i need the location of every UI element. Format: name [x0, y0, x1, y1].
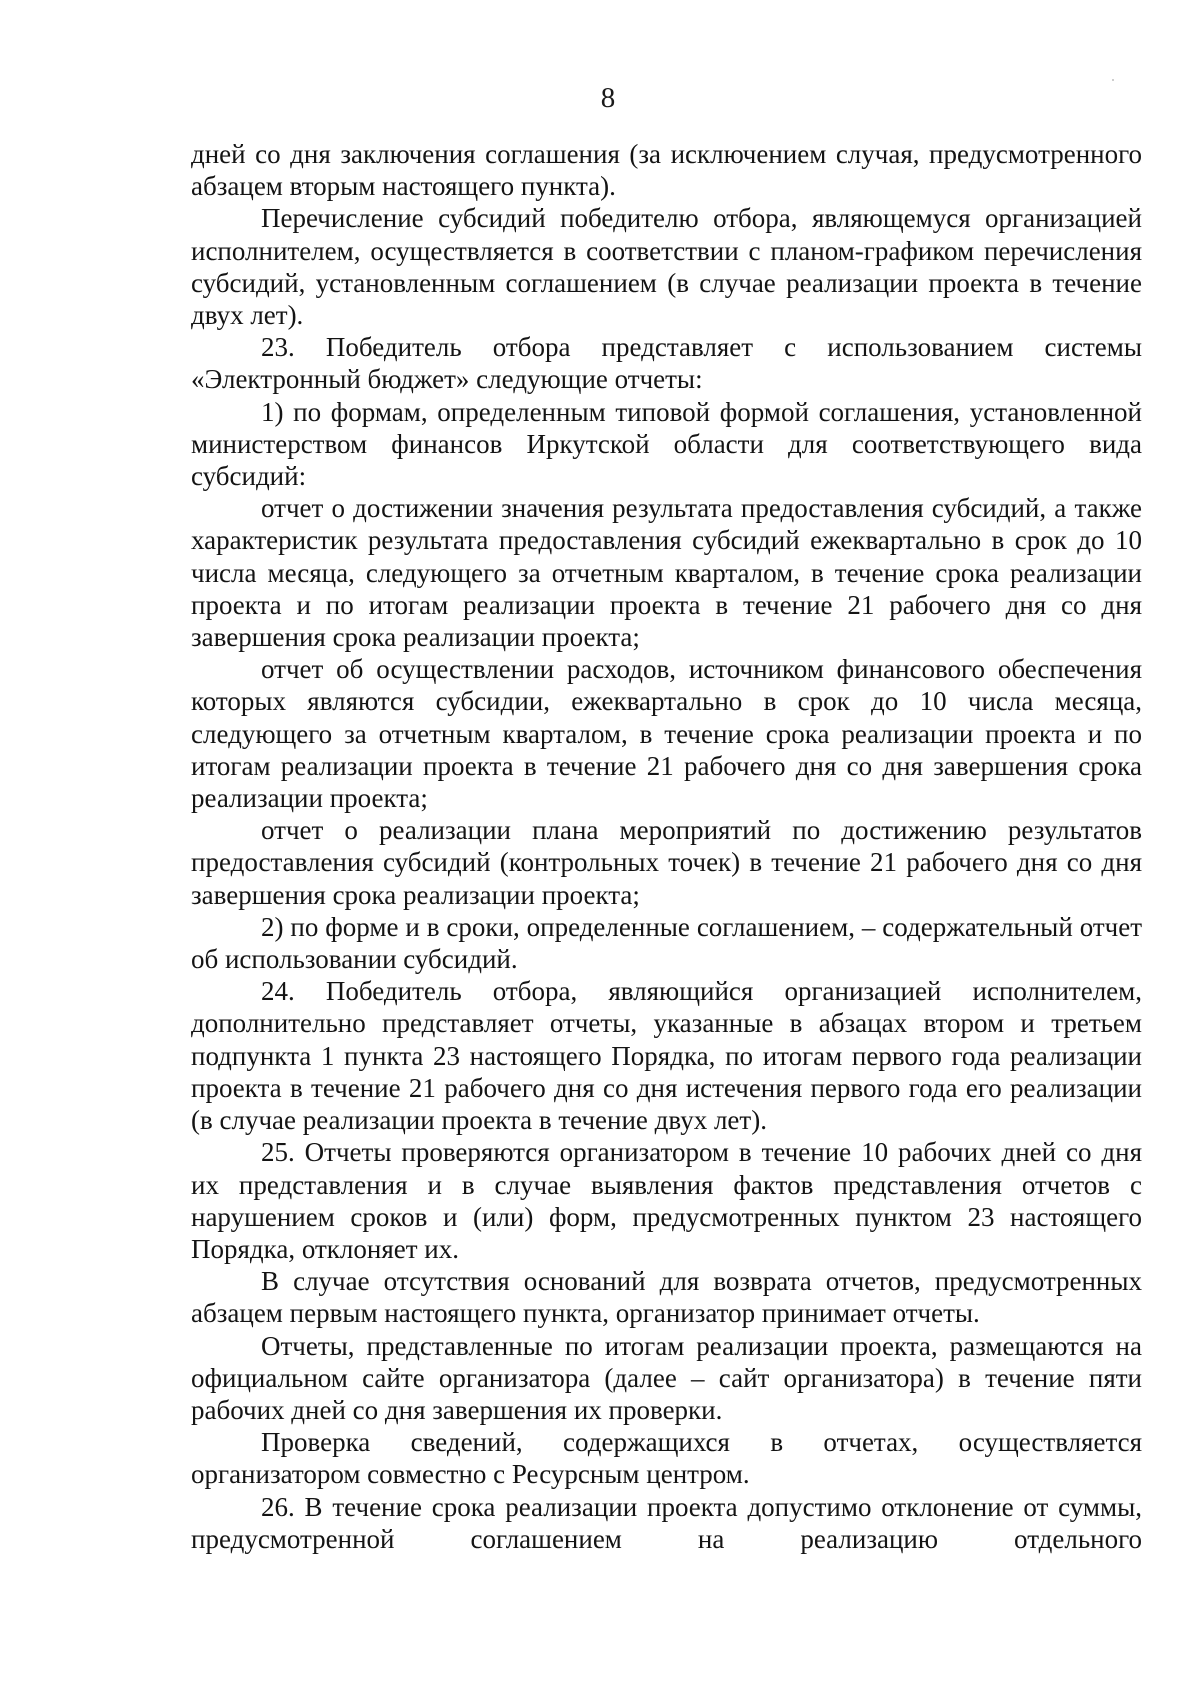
paragraph-verification: Проверка сведений, содержащихся в отчетах, осуществляется организатором совместно с Ресурсным центром.: [191, 1427, 1142, 1490]
paragraph-clause-25: 25. Отчеты проверяются организатором в течение 10 рабочих дней со дня их представления и в случае выявления фактов представления отчетов с нарушением сроков и (или) форм, предусмотренных пунктом 23 настоящего Порядка, отклоняет их.: [191, 1137, 1142, 1264]
paragraph-plan-report: отчет о реализации плана мероприятий по достижению результатов предоставления субсидий (контрольных точек) в течение 21 рабочего дня со дня завершения срока реализации проекта;: [191, 815, 1142, 910]
paragraph-clause-24: 24. Победитель отбора, являющийся организацией исполнителем, дополнительно представляет отчеты, указанные в абзацах втором и третьем подпункта 1 пункта 23 настоящего Порядка, по итогам первого года реализации проекта в течение 21 рабочего дня со дня истечения первого года его реализации (в случае реализации проекта в течение двух лет).: [191, 976, 1142, 1136]
paragraph-clause-23: 23. Победитель отбора представляет с использованием системы «Электронный бюджет» следующие отчеты:: [191, 332, 1142, 395]
paragraph-publication: Отчеты, представленные по итогам реализации проекта, размещаются на официальном сайте организатора (далее – сайт организатора) в течение пяти рабочих дней со дня завершения их проверки.: [191, 1330, 1142, 1425]
paragraph-subclause-1: 1) по формам, определенным типовой формой соглашения, установленной министерством финансов Иркутской области для соответствующего вида субсидий:: [191, 396, 1142, 492]
paragraph-subclause-2: 2) по форме и в сроки, определенные соглашением, – содержательный отчет об использовании субсидий.: [191, 911, 1142, 975]
scan-speck: [1112, 79, 1114, 81]
paragraph-expense-report: отчет об осуществлении расходов, источником финансового обеспечения которых являются субсидии, ежеквартально в срок до 10 числа месяца, следующего за отчетным кварталом, в течение срока реализации проекта и по итогам реализации проекта в течение 21 рабочего дня со дня завершения срока реализации проекта;: [191, 654, 1142, 814]
paragraph-result-report: отчет о достижении значения результата предоставления субсидий, а также характеристик результата предоставления субсидий ежеквартально в срок до 10 числа месяца, следующего за отчетным кварталом, в течение срока реализации проекта и по итогам реализации проекта в течение 21 рабочего дня со дня завершения срока реализации проекта;: [191, 493, 1142, 653]
paragraph-transfer-schedule: Перечисление субсидий победителю отбора, являющемуся организацией исполнителем, осуществляется в соответствии с планом-графиком перечисления субсидий, установленным соглашением (в случае реализации проекта в течение двух лет).: [191, 203, 1142, 331]
page-number: 8: [600, 82, 616, 114]
paragraph-clause-26: 26. В течение срока реализации проекта допустимо отклонение от суммы, предусмотренной соглашением на реализацию отдельного: [191, 1491, 1142, 1554]
paragraph-acceptance: В случае отсутствия оснований для возврата отчетов, предусмотренных абзацем первым настоящего пункта, организатор принимает отчеты.: [191, 1266, 1142, 1329]
paragraph-continuation: дней со дня заключения соглашения (за исключением случая, предусмотренного абзацем вторым настоящего пункта).: [191, 139, 1142, 202]
document-body: [191, 138, 1142, 1555]
